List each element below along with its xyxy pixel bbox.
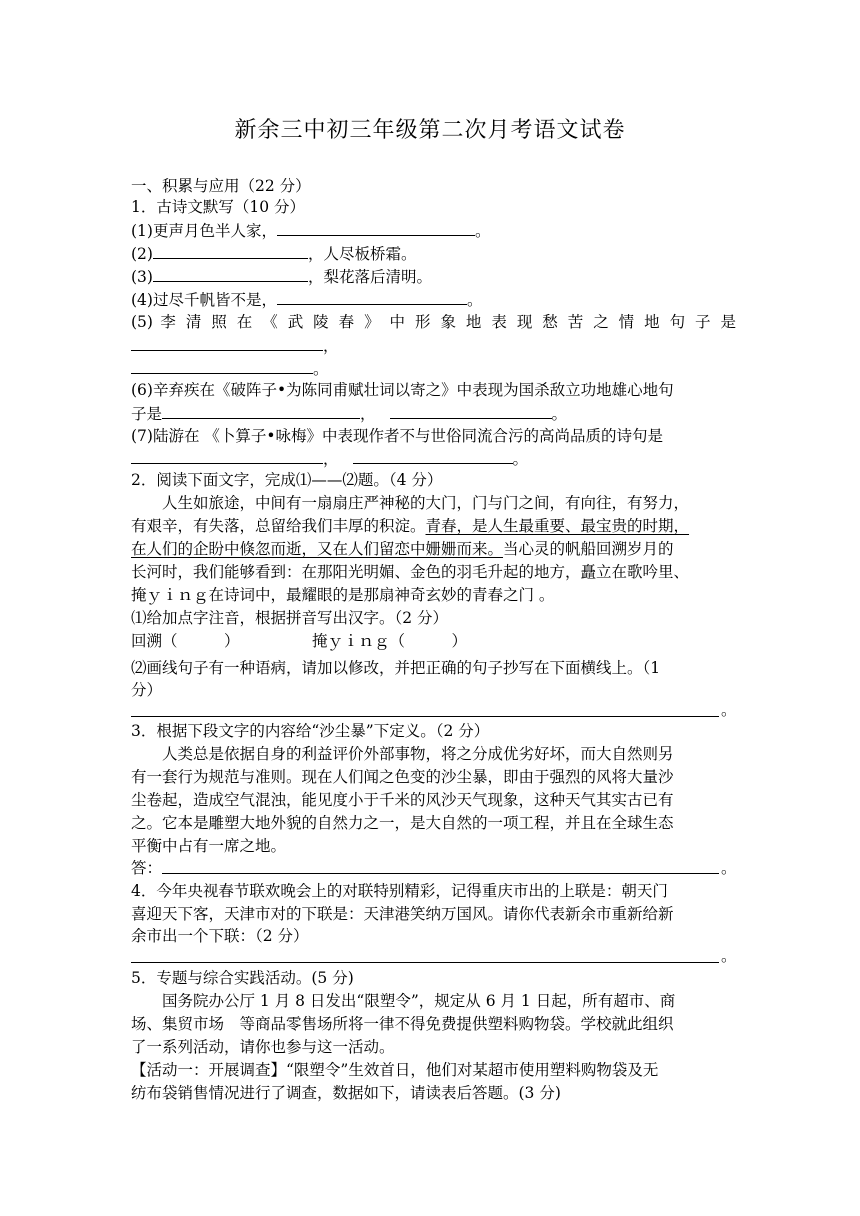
- underlined-sentence: 在人们的企盼中倏忽而逝，又在人们留恋中姗姗而来。: [131, 540, 504, 558]
- q3-passage-line: 平衡中占有一席之地。: [131, 837, 287, 855]
- q2-sub-question-2b: 分）: [131, 681, 163, 699]
- q1-line-7: (7)陆游在 《卜算子•咏梅》中表现作者不与世俗同流合污的高尚品质的诗句是: [131, 427, 664, 445]
- q3-passage-line: 之。它本是雕塑大地外貌的自然力之一，是大自然的一项工程，并且在全球生态: [131, 814, 674, 832]
- q2-passage-line: 有艰辛，有失落，总留给我们丰厚的积淀。青春，是人生最重要、最宝贵的时期，: [131, 517, 690, 535]
- answer-blank[interactable]: [277, 289, 467, 305]
- period-mark: 。: [721, 947, 737, 965]
- q5-activity-line: 纺布袋销售情况进行了调查，数据如下，请读表后答题。(3 分): [131, 1084, 561, 1102]
- answer-blank[interactable]: [153, 266, 308, 282]
- q2-passage-line: 人生如旅途，中间有一扇扇庄严神秘的大门，门与门之间，有向往，有努力，: [162, 494, 690, 512]
- q1-line-5-blank-b: 。: [131, 358, 329, 379]
- answer-blank[interactable]: [131, 358, 313, 374]
- exam-title: 新余三中初三年级第二次月考语文试卷: [234, 118, 626, 143]
- answer-blank[interactable]: [162, 403, 360, 419]
- answer-blank[interactable]: [353, 448, 513, 464]
- q2-pinyin-item[interactable]: 回溯（ ）: [131, 632, 240, 650]
- q1-line-2: (2) ，人尽板桥霜。: [131, 245, 417, 263]
- q1-line-5: (5) 李 清 照 在 《 武 陵 春 》 中 形 象 地 表 现 愁 苦 之 情 地 句 子 是: [131, 313, 736, 331]
- answer-line[interactable]: [131, 716, 719, 717]
- q2-passage-line: 长河时，我们能够看到：在那阳光明媚、金色的羽毛升起的地方，矗立在歌吟里、: [131, 563, 690, 581]
- q1-heading: 1．古诗文默写（10 分）: [131, 198, 306, 216]
- q5-passage-line: 国务院办公厅 1 月 8 日发出“限塑令”，规定从 6 月 1 日起，所有超市、商: [162, 992, 676, 1010]
- period-mark: 。: [721, 859, 737, 877]
- q2-sub-question-2: ⑵画线句子有一种语病，请加以修改，并把正确的句子抄写在下面横线上。（1: [131, 659, 661, 677]
- period-mark: 。: [721, 701, 737, 719]
- answer-blank[interactable]: [277, 220, 475, 236]
- q3-passage-line: 人类总是依据自身的利益评价外部事物，将之分成优劣好坏，而大自然则另: [162, 745, 674, 763]
- answer-blank[interactable]: [153, 243, 308, 259]
- q2-passage-line: 掩ｙｉｎｇ在诗词中，最耀眼的是那扇神奇玄妙的青春之门 。: [131, 586, 555, 604]
- q3-answer-label: 答：: [131, 859, 163, 877]
- q1-line-7b: ， 。: [131, 448, 528, 469]
- q2-pinyin-item[interactable]: 掩ｙｉｎｇ（ ）: [312, 632, 468, 650]
- q1-line-6b: 子是 ， 。: [131, 405, 568, 423]
- q3-heading: 3．根据下段文字的内容给“沙尘暴”下定义。（2 分）: [131, 722, 490, 740]
- q1-line-1: (1)更声月色半人家， 。: [131, 222, 491, 240]
- underlined-sentence: 青春，是人生最重要、最宝贵的时期，: [425, 517, 690, 535]
- q5-activity-line: 【活动一：开展调查】“限塑令”生效首日，他们对某超市使用塑料购物袋及无: [131, 1061, 659, 1079]
- answer-line[interactable]: [162, 873, 719, 874]
- q1-line-4: (4)过尽千帆皆不是， 。: [131, 291, 483, 309]
- q3-passage-line: 有一套行为规范与准则。现在人们闻之色变的沙尘暴，即由于强烈的风将大量沙: [131, 768, 674, 786]
- q4-line: 喜迎天下客，天津市对的下联是：天津港笑纳万国风。请你代表新余市重新给新: [131, 905, 674, 923]
- q1-line-5-blank-a: ，: [131, 335, 339, 356]
- q2-passage-line: 在人们的企盼中倏忽而逝，又在人们留恋中姗姗而来。当心灵的帆船回溯岁月的: [131, 540, 674, 558]
- section-heading: 一、积累与应用（22 分）: [131, 177, 311, 195]
- q5-heading: 5．专题与综合实践活动。(5 分): [131, 969, 354, 987]
- q1-line-3: (3) ，梨花落后清明。: [131, 268, 432, 286]
- q1-line-6: (6)辛弃疾在《破阵子•为陈同甫赋壮词以寄之》中表现为国杀敌立功地雄心地句: [131, 381, 674, 399]
- q5-passage-line: 了一系列活动，请你也参与这一活动。: [131, 1038, 395, 1056]
- answer-blank[interactable]: [131, 448, 323, 464]
- q4-line: 余市出一个下联：（2 分）: [131, 927, 309, 945]
- q5-passage-line: 场、集贸市场 等商品零售场所将一律不得免费提供塑料购物袋。学校就此组织: [131, 1015, 674, 1033]
- answer-blank[interactable]: [390, 403, 552, 419]
- q2-heading: 2．阅读下面文字，完成⑴——⑵题。（4 分）: [131, 471, 443, 489]
- answer-blank[interactable]: [131, 335, 323, 351]
- answer-line[interactable]: [131, 962, 719, 963]
- q2-sub-question-1: ⑴给加点字注音，根据拼音写出汉字。（2 分）: [131, 609, 449, 627]
- q3-passage-line: 尘卷起，造成空气混浊，能见度小于千米的风沙天气现象，这种天气其实古已有: [131, 791, 674, 809]
- q4-line: 4．今年央视春节联欢晚会上的对联特别精彩，记得重庆市出的上联是：朝天门: [131, 882, 668, 900]
